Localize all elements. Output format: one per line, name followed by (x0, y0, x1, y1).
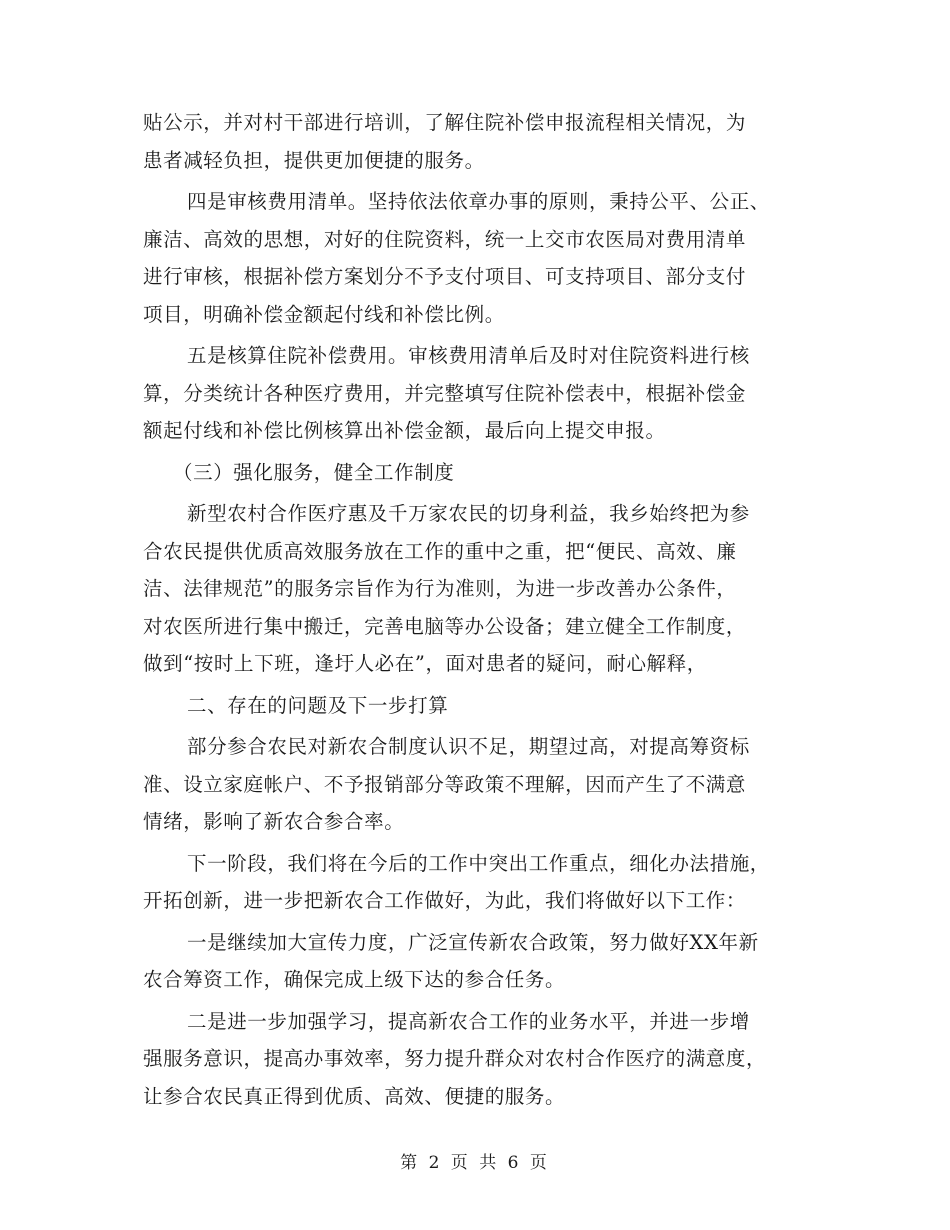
text-line: 准、设立家庭帐户、不予报销部分等政策不理解，因而产生了不满意 (143, 772, 747, 796)
text-line: 项目，明确补偿金额起付线和补偿比例。 (143, 302, 505, 326)
paragraph-publicity (143, 924, 813, 999)
section-heading-problems-plans (143, 687, 813, 725)
paragraph-audit-expenses (143, 183, 813, 333)
text-line: 合农民提供优质高效服务放在工作的重中之重，把“便民、高效、廉 (143, 539, 737, 563)
text-line: 强服务意识，提高办事效率，努力提升群众对农村合作医疗的满意度， (143, 1047, 767, 1070)
text-line: 让参合农民真正得到优质、高效、便捷的服务。 (143, 1084, 566, 1108)
text-line: 新型农村合作医疗惠及千万家农民的切身利益，我乡始终把为参 (187, 502, 750, 525)
text-line: 贴公示，并对村干部进行培训，了解住院补偿申报流程相关情况，为 (143, 111, 747, 134)
text-line: 二是进一步加强学习，提高新农合工作的业务水平，并进一步增 (187, 1009, 750, 1033)
paragraph-learning (143, 1003, 813, 1116)
text-line: 做到“按时上下班，逢圩人必在”，面对患者的疑问，耐心解释， (143, 652, 707, 675)
paragraph-service-system (143, 495, 813, 683)
text-line: 情绪，影响了新农合参合率。 (143, 810, 405, 833)
heading-line: 二、存在的问题及下一步打算 (187, 693, 449, 717)
text-line: 对农医所进行集中搬迁，完善电脑等办公设备；建立健全工作制度， (143, 614, 747, 638)
text-line: 额起付线和补偿比例核算出补偿金额，最后向上提交申报。 (143, 419, 666, 442)
text-line: 一是继续加大宣传力度，广泛宣传新农合政策，努力做好XX年新 (187, 930, 759, 954)
text-line: 洁、法律规范”的服务宗旨作为行为准则，为进一步改善办公条件， (143, 577, 737, 600)
heading-line: （三）强化服务，健全工作制度 (173, 460, 455, 484)
text-line: 算，分类统计各种医疗费用，并完整填写住院补偿表中，根据补偿金 (143, 381, 747, 405)
text-line: 廉洁、高效的思想，对好的住院资料，统一上交市农医局对费用清单 (143, 227, 747, 251)
section-heading-strengthen-service (143, 454, 813, 492)
text-line: 开拓创新，进一步把新农合工作做好，为此，我们将做好以下工作： (143, 889, 747, 912)
document-body (143, 104, 813, 1119)
text-line: 五是核算住院补偿费用。审核费用清单后及时对住院资料进行核 (187, 344, 750, 367)
text-line: 患者减轻负担，提供更加便捷的服务。 (143, 148, 485, 172)
paragraph-next-stage (143, 845, 813, 920)
paragraph-problems (143, 728, 813, 841)
paragraph-continuation (143, 104, 813, 179)
page-footer: 第 2 页 共 6 页 (400, 1153, 550, 1173)
text-line: 下一阶段，我们将在今后的工作中突出工作重点，细化办法措施， (187, 851, 770, 875)
text-line: 农合筹资工作，确保完成上级下达的参合任务。 (143, 968, 566, 991)
text-line: 进行审核，根据补偿方案划分不予支付项目、可支持项目、部分支付 (143, 265, 747, 288)
text-line: 部分参合农民对新农合制度认识不足，期望过高，对提高筹资标 (187, 735, 750, 758)
text-line: 四是审核费用清单。坚持依法依章办事的原则，秉持公平、公正、 (187, 190, 770, 213)
paragraph-calculate-compensation (143, 337, 813, 450)
